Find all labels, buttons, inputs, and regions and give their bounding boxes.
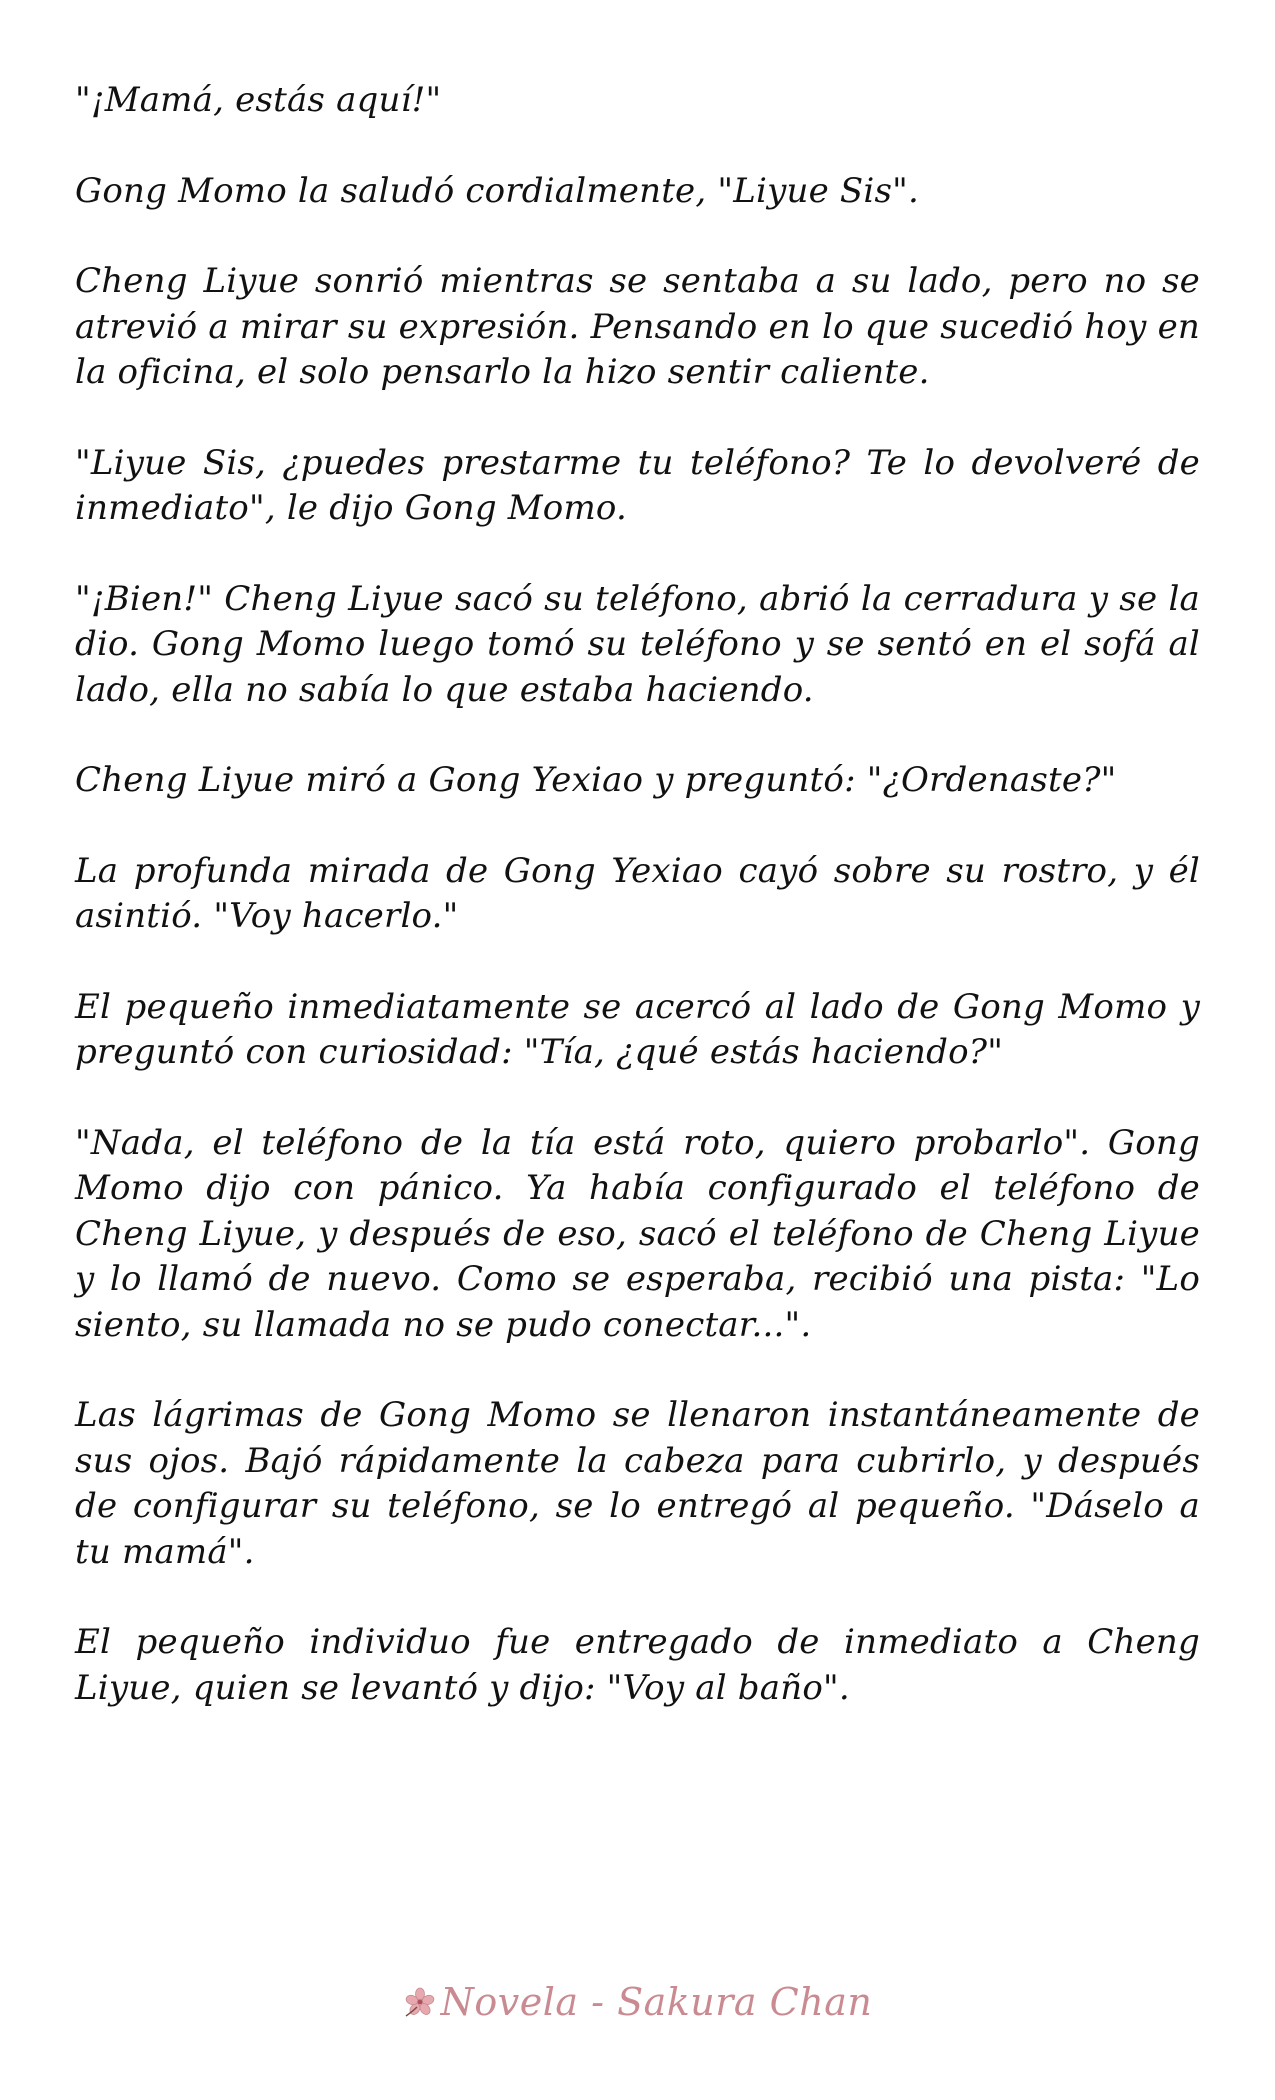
paragraph: "¡Bien!" Cheng Liyue sacó su teléfono, abrió la cerradura y se la dio. Gong Momo luego tomó su teléfono y se sentó en el sofá al lado, ella no sabía lo que estaba haciendo. xyxy=(75,578,1200,710)
paragraph: Cheng Liyue sonrió mientras se sentaba a su lado, pero no se atrevió a mirar su expresión. Pensando en lo que sucedió hoy en la oficina, el solo pensarlo la hizo sentir caliente. xyxy=(75,261,1200,392)
sakura-blossom-icon xyxy=(403,1984,437,2018)
paragraph: Cheng Liyue miró a Gong Yexiao y preguntó: "¿Ordenaste?" xyxy=(75,760,1117,800)
paragraph: Las lágrimas de Gong Momo se llenaron instantáneamente de sus ojos. Bajó rápidamente la cabeza para cubrirlo, y después de configurar su teléfono, se lo entregó al pequeño. "Dáselo a tu mamá". xyxy=(75,1395,1200,1572)
paragraph: Gong Momo la saludó cordialmente, "Liyue Sis". xyxy=(75,170,919,211)
paragraph: El pequeño inmediatamente se acercó al lado de Gong Momo y preguntó con curiosidad: "Tía, ¿qué estás haciendo?" xyxy=(75,986,1200,1072)
chapter-text xyxy=(75,78,1200,1756)
paragraph: El pequeño individuo fue entregado de inmediato a Cheng Liyue, quien se levantó y dijo: "Voy al baño". xyxy=(75,1622,1200,1708)
paragraph: "¡Mamá, estás aquí!" xyxy=(75,80,442,120)
paragraph: La profunda mirada de Gong Yexiao cayó sobre su rostro, y él asintió. "Voy hacerlo." xyxy=(75,850,1200,936)
paragraph: "Nada, el teléfono de la tía está roto, quiero probarlo". Gong Momo dijo con pánico. Ya había configurado el teléfono de Cheng Liyue, y después de eso, sacó el teléfono de Cheng Liyue y lo llamó de nuevo. Como se esperaba, recibió una pista: "Lo siento, su llamada no se pudo conectar...". xyxy=(75,1122,1200,1345)
watermark-text: Novela - Sakura Chan xyxy=(440,1980,873,2024)
paragraph: "Liyue Sis, ¿puedes prestarme tu teléfono? Te lo devolveré de inmediato", le dijo Gong Momo. xyxy=(75,442,1200,528)
watermark xyxy=(0,1980,1275,2024)
